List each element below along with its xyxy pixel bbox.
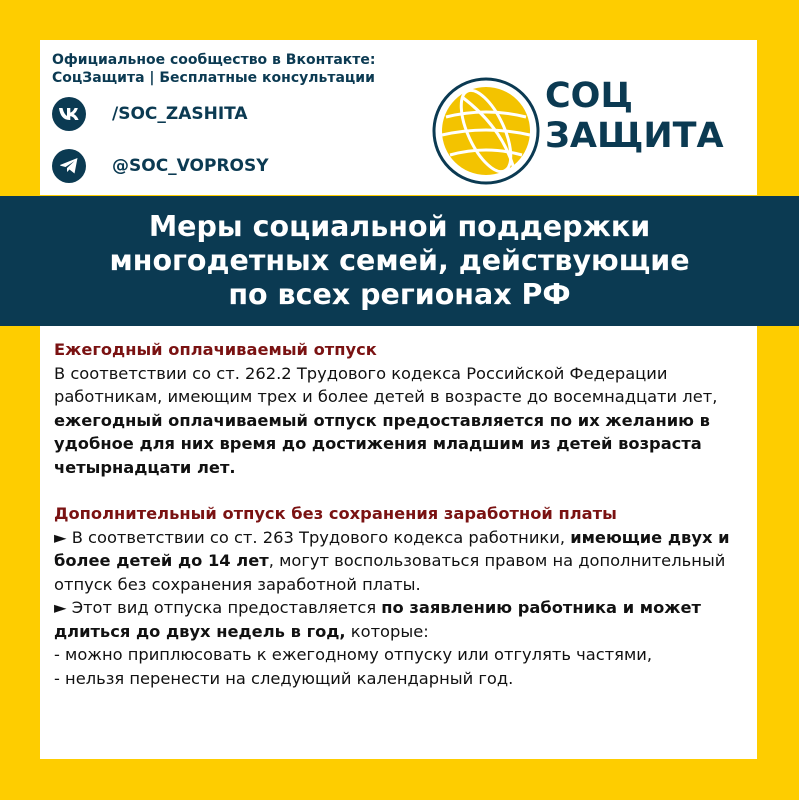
telegram-icon [52, 149, 86, 183]
paragraph-bold-text: по заявлению работника и может длиться до двух недель в год, [54, 598, 701, 641]
page-title [0, 210, 799, 312]
globe-logo-icon [432, 77, 540, 185]
content-text [54, 338, 754, 690]
content-panel [40, 326, 757, 759]
vk-icon [52, 97, 86, 131]
list-item: - нельзя перенести на следующий календарный год. [54, 668, 514, 688]
annual-leave-text: В соответствии со ст. 262.2 Трудового кодекса Российской Федерации работникам, имеющим трех и более детей в возрасте до восемнадцати лет, [54, 363, 718, 406]
telegram-link[interactable] [52, 149, 269, 183]
paragraph-text: которые: [345, 621, 429, 641]
logo-line-1: СОЦ [545, 76, 633, 116]
title-line-3: по всех регионах РФ [228, 278, 571, 311]
annual-leave-paragraph [54, 362, 754, 480]
paragraph-text: , могут воспользоваться правом на дополнительный отпуск без сохранения заработной платы. [54, 551, 726, 594]
bullet-arrow-icon: ► [54, 598, 67, 617]
telegram-handle: @SOC_VOPROSY [112, 156, 269, 176]
title-line-2: многодетных семей, действующие [109, 244, 690, 277]
annual-leave-bold-text: ежегодный оплачиваемый отпуск предоставляется по их желанию в удобное для них время до достижения младшим из детей возраста четырнадцати лет. [54, 410, 710, 477]
vk-link[interactable] [52, 97, 248, 131]
spacer [54, 479, 754, 502]
section-heading-annual-leave: Ежегодный оплачиваемый отпуск [54, 340, 377, 359]
official-community-text [52, 51, 412, 87]
official-line-1: Официальное сообщество в Вконтакте: [52, 52, 376, 68]
title-line-1: Меры социальной поддержки [148, 210, 651, 243]
section-heading-unpaid-leave: Дополнительный отпуск без сохранения заработной платы [54, 504, 617, 523]
unpaid-leave-paragraph-2 [54, 596, 754, 643]
paragraph-text: В соответствии со ст. 263 Трудового кодекса работники, [66, 527, 571, 547]
paragraph-text: Этот вид отпуска предоставляется [66, 598, 382, 617]
title-banner [0, 196, 799, 326]
list-item: - можно приплюсовать к ежегодному отпуску или отгулять частями, [54, 645, 653, 664]
paragraph-bold-text: имеющие двух и более детей до 14 лет [54, 527, 730, 570]
header-panel [40, 40, 757, 195]
logo-line-2: ЗАЩИТА [545, 116, 724, 156]
unpaid-leave-paragraph-1 [54, 526, 754, 597]
brand-logo-text [545, 76, 724, 156]
vk-handle: /SOC_ZASHITA [112, 104, 248, 124]
bullet-arrow-icon: ► [54, 527, 67, 547]
official-line-2: СоцЗащита | Бесплатные консультации [52, 70, 375, 86]
